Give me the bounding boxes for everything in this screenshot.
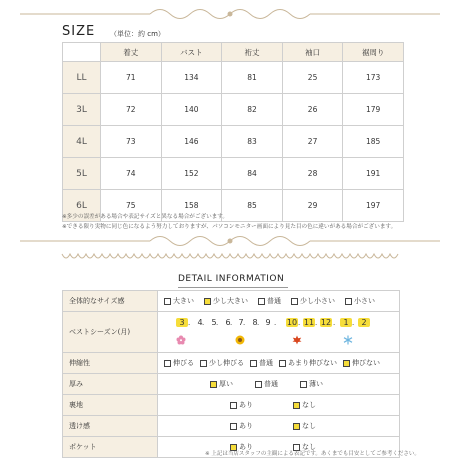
checkbox-icon	[210, 381, 217, 388]
size-cell: 185	[343, 126, 404, 158]
detail-row-fit	[63, 291, 400, 312]
size-header-cell: バスト	[161, 43, 222, 62]
thickness-option-label: 薄い	[309, 380, 323, 388]
checkbox-icon	[291, 298, 298, 305]
sheer-option-label: あり	[239, 422, 253, 430]
season-month: 12	[320, 318, 332, 327]
checkbox-icon	[293, 423, 300, 430]
lining-option	[230, 400, 253, 410]
pocket-option-label: あり	[239, 443, 253, 451]
checkbox-icon	[279, 360, 286, 367]
lining-option-label: あり	[239, 401, 253, 409]
size-note: ※できる限り実物に同じ色になるよう努力しておりますが、パソコンモニター画面により見た目の色に違いがある場合がございます。	[62, 224, 397, 230]
season-month: 11	[303, 318, 315, 327]
sheer-options	[160, 421, 397, 431]
season-months	[160, 312, 397, 352]
checkbox-icon	[164, 298, 171, 305]
size-cell: 179	[343, 94, 404, 126]
size-table-corner	[63, 43, 101, 62]
month-separator: .	[333, 319, 336, 327]
size-cell: 197	[343, 190, 404, 222]
checkbox-icon	[230, 402, 237, 409]
size-cell: 73	[101, 126, 162, 158]
size-cell: 158	[161, 190, 222, 222]
middle-ornament-scallop	[0, 250, 460, 264]
month-separator: .	[230, 319, 233, 327]
stretch-option-label: 伸びない	[352, 359, 380, 367]
size-cell: 152	[161, 158, 222, 190]
size-cell: 71	[101, 62, 162, 94]
checkbox-icon	[258, 298, 265, 305]
size-cell: 173	[343, 62, 404, 94]
fit-option	[258, 296, 281, 306]
thickness-option-label: 厚い	[219, 380, 233, 388]
size-cell: 72	[101, 94, 162, 126]
fit-options	[160, 296, 397, 306]
checkbox-icon	[343, 360, 350, 367]
size-cell: 81	[222, 62, 283, 94]
season-month: 7	[238, 318, 244, 327]
detail-label: 伸縮性	[63, 353, 158, 374]
size-cell: 82	[222, 94, 283, 126]
size-notes	[62, 212, 396, 232]
month-separator: .	[216, 319, 219, 327]
size-table-row	[63, 62, 404, 94]
snowflake-icon	[343, 335, 353, 345]
lining-option	[293, 400, 316, 410]
fit-option-label: 少し大きい	[213, 297, 248, 305]
fit-option-label: 小さい	[354, 297, 375, 305]
size-table-header-row	[63, 43, 404, 62]
season-month: 4	[197, 318, 203, 327]
size-row-label: 5L	[63, 158, 101, 190]
sunflower-icon	[235, 335, 245, 345]
sheer-option-label: なし	[302, 422, 316, 430]
thickness-option	[255, 379, 278, 389]
sheer-option	[230, 421, 253, 431]
stretch-option	[164, 358, 194, 368]
lining-options	[160, 400, 397, 410]
size-cell: 146	[161, 126, 222, 158]
detail-label: 透け感	[63, 416, 158, 437]
detail-row-lining	[63, 395, 400, 416]
thickness-options	[160, 379, 397, 389]
stretch-option	[279, 358, 337, 368]
checkbox-icon	[164, 360, 171, 367]
detail-label: ポケット	[63, 437, 158, 458]
size-cell: 29	[282, 190, 343, 222]
size-cell: 74	[101, 158, 162, 190]
season-month: 9	[265, 318, 271, 327]
month-separator: .	[188, 319, 191, 327]
size-table-row	[63, 94, 404, 126]
detail-section-title: DETAIL INFORMATION	[178, 274, 285, 284]
size-header-cell: 着丈	[101, 43, 162, 62]
checkbox-icon	[250, 360, 257, 367]
size-cell: 75	[101, 190, 162, 222]
size-header-cell: 袖口	[282, 43, 343, 62]
size-row-label: 3L	[63, 94, 101, 126]
checkbox-icon	[200, 360, 207, 367]
fit-option	[204, 296, 248, 306]
size-row-label: 6L	[63, 190, 101, 222]
fit-option-label: 普通	[267, 297, 281, 305]
size-unit-label: （単位：約 cm）	[110, 30, 165, 38]
lining-option-label: なし	[302, 401, 316, 409]
sakura-icon	[176, 335, 186, 345]
month-separator: .	[315, 319, 318, 327]
sheer-option	[293, 421, 316, 431]
thickness-option-label: 普通	[264, 380, 278, 388]
season-month: 6	[225, 318, 231, 327]
stretch-option-label: 少し伸びる	[209, 359, 244, 367]
month-separator: .	[298, 319, 301, 327]
detail-label: ベストシーズン(月)	[63, 312, 158, 353]
detail-footer-note: ※ 上記は当店スタッフの主観による表記です。あくまでも目安としてご参考ください。	[205, 451, 420, 457]
top-ornament-border	[0, 4, 460, 24]
stretch-option-label: 普通	[259, 359, 273, 367]
checkbox-icon	[345, 298, 352, 305]
month-separator: .	[243, 319, 246, 327]
detail-row-thickness	[63, 374, 400, 395]
size-table-row	[63, 126, 404, 158]
detail-row-sheer	[63, 416, 400, 437]
checkbox-icon	[293, 402, 300, 409]
size-section-title: SIZE	[62, 24, 96, 39]
month-separator: .	[202, 319, 205, 327]
month-separator: .	[352, 319, 355, 327]
size-table	[62, 42, 404, 222]
detail-label: 全体的なサイズ感	[63, 291, 158, 312]
stretch-option-label: 伸びる	[173, 359, 194, 367]
pocket-option-label: なし	[302, 443, 316, 451]
stretch-option	[250, 358, 273, 368]
size-cell: 85	[222, 190, 283, 222]
checkbox-icon	[300, 381, 307, 388]
size-row-label: 4L	[63, 126, 101, 158]
size-note: ※多少の誤差がある場合や表記サイズと異なる場合がございます。	[62, 214, 229, 220]
detail-row-season	[63, 312, 400, 353]
size-cell: 84	[222, 158, 283, 190]
season-month: 5	[211, 318, 217, 327]
fit-option	[291, 296, 335, 306]
fit-option-label: 少し小さい	[300, 297, 335, 305]
size-cell: 28	[282, 158, 343, 190]
size-row-label: LL	[63, 62, 101, 94]
season-month: 3	[176, 318, 188, 327]
middle-ornament-border	[0, 231, 460, 251]
stretch-option-label: あまり伸びない	[288, 359, 337, 367]
checkbox-icon	[204, 298, 211, 305]
stretch-option	[200, 358, 244, 368]
thickness-option	[300, 379, 323, 389]
detail-label: 裏地	[63, 395, 158, 416]
stretch-option	[343, 358, 380, 368]
checkbox-icon	[230, 423, 237, 430]
month-separator: .	[257, 319, 260, 327]
detail-title-underline	[178, 287, 288, 288]
size-header-cell: 裾周り	[343, 43, 404, 62]
size-table-row	[63, 158, 404, 190]
size-cell: 83	[222, 126, 283, 158]
stretch-options	[160, 358, 397, 368]
season-month: 1	[340, 318, 352, 327]
fit-option-label: 大きい	[173, 297, 194, 305]
detail-label: 厚み	[63, 374, 158, 395]
fit-option	[164, 296, 194, 306]
size-cell: 140	[161, 94, 222, 126]
detail-row-stretch	[63, 353, 400, 374]
season-month: 10	[286, 318, 298, 327]
size-cell: 25	[282, 62, 343, 94]
month-separator: .	[274, 319, 277, 327]
thickness-option	[210, 379, 233, 389]
fit-option	[345, 296, 375, 306]
checkbox-icon	[255, 381, 262, 388]
season-month: 8	[252, 318, 258, 327]
size-cell: 134	[161, 62, 222, 94]
size-header-cell: 裄丈	[222, 43, 283, 62]
maple-leaf-icon	[292, 335, 302, 345]
detail-table	[62, 290, 400, 458]
size-cell: 191	[343, 158, 404, 190]
size-cell: 26	[282, 94, 343, 126]
season-month: 2	[358, 318, 370, 327]
size-cell: 27	[282, 126, 343, 158]
